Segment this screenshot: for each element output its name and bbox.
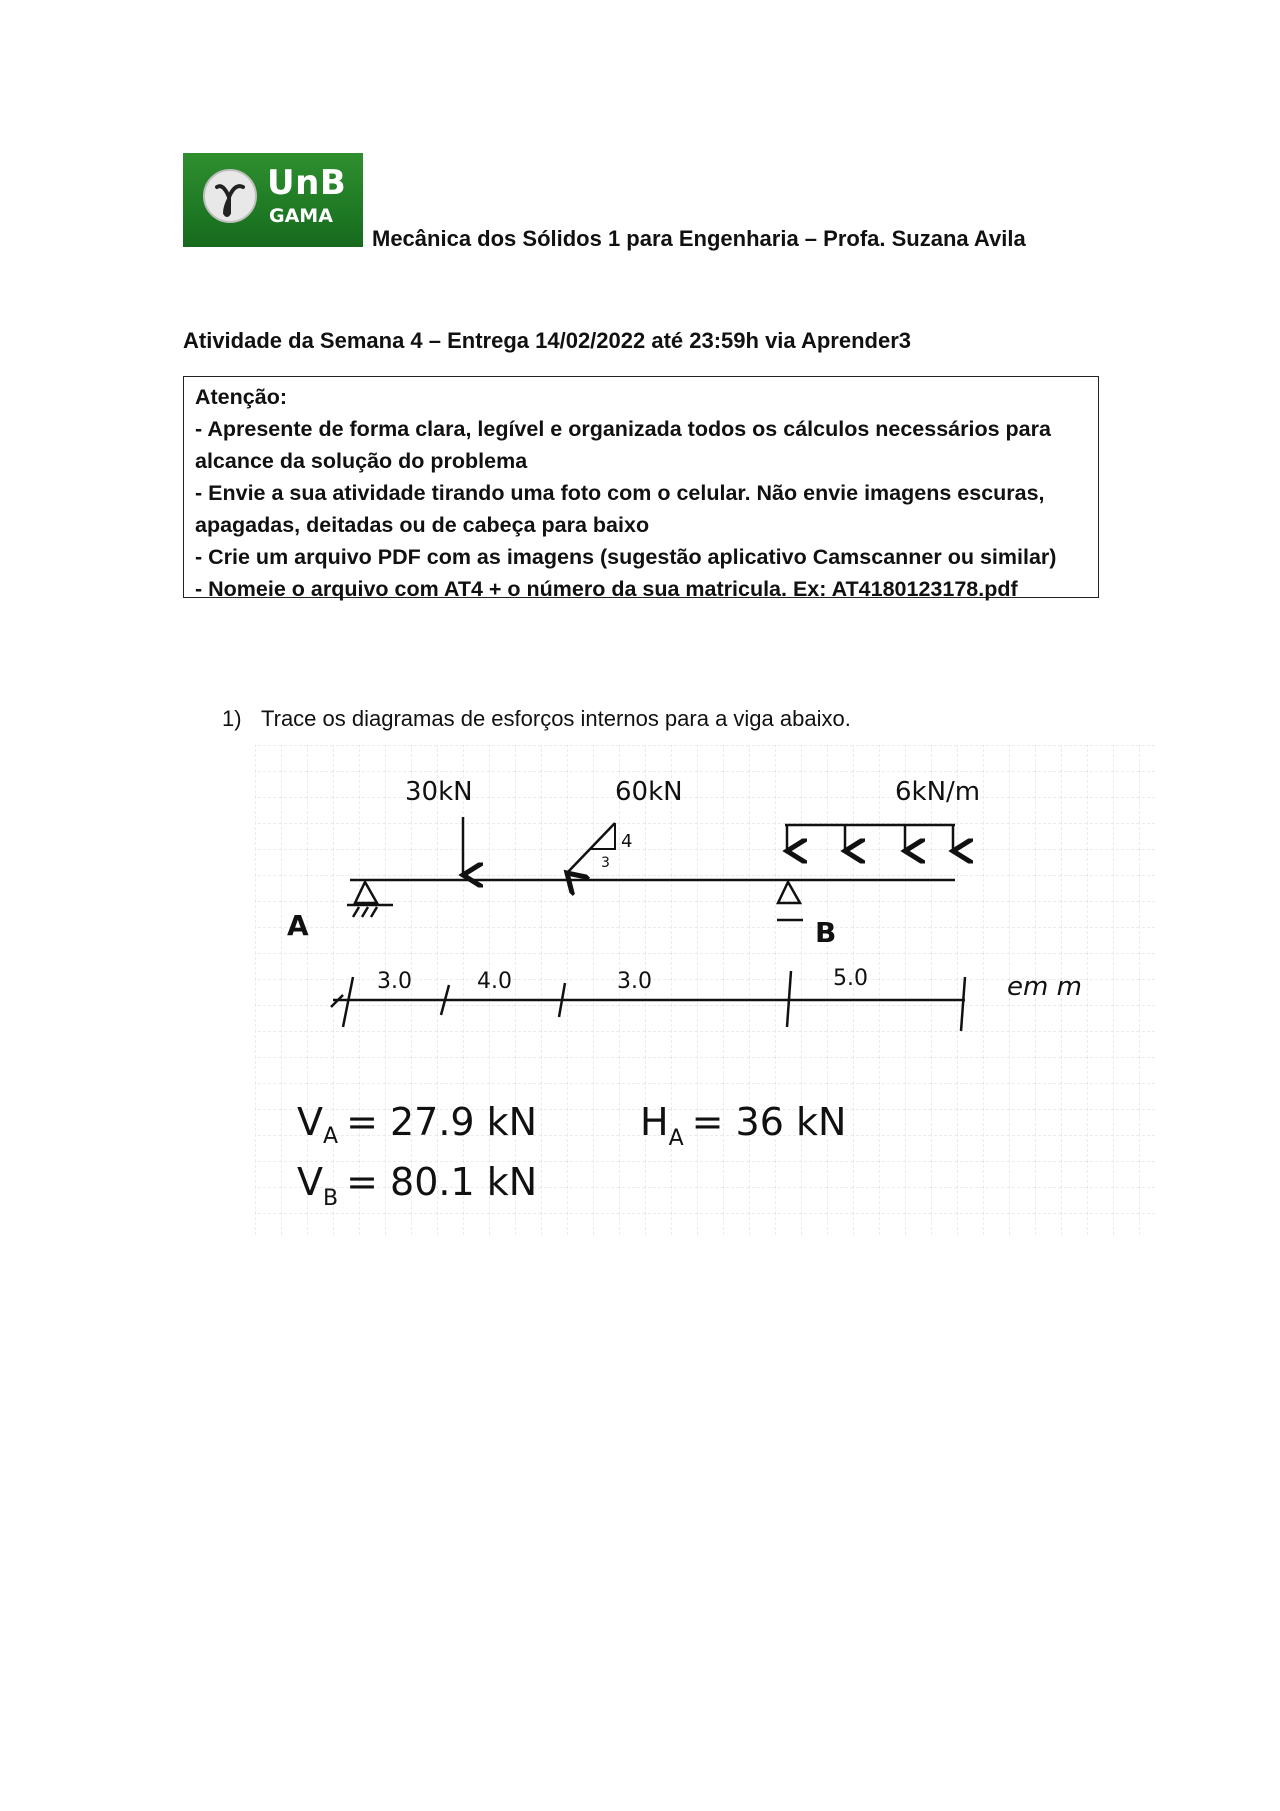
- question-1: [222, 706, 851, 732]
- notice-line: - Nomeie o arquivo com AT4 + o número da sua matricula. Ex: AT4180123178.pdf: [195, 577, 1018, 601]
- notice-box: [183, 376, 1099, 601]
- notice-line: alcance da solução do problema: [195, 449, 528, 473]
- span-1-label: 3.0: [377, 969, 412, 994]
- activity-title: Atividade da Semana 4 – Entrega 14/02/2022 até 23:59h via Aprender3: [183, 328, 911, 353]
- support-a-label: A: [287, 909, 309, 942]
- notice-line: - Crie um arquivo PDF com as imagens (sugestão aplicativo Camscanner ou similar): [195, 545, 1057, 569]
- course-title: Mecânica dos Sólidos 1 para Engenharia – Profa. Suzana Avila: [372, 226, 1026, 251]
- reaction-vb: $V_B = 80.1$ kN: [297, 1160, 538, 1211]
- support-b-label: B: [815, 916, 837, 949]
- span-3-label: 3.0: [617, 969, 652, 994]
- question-text: Trace os diagramas de esforços internos para a viga abaixo.: [261, 706, 851, 731]
- distributed-load-label: 6kN/m: [895, 777, 981, 807]
- question-number: 1): [222, 706, 242, 731]
- unb-gama-logo: [183, 153, 363, 247]
- logo-subtext: GAMA: [269, 205, 333, 227]
- notice-line: apagadas, deitadas ou de cabeça para baixo: [195, 513, 650, 537]
- reaction-ha: $H_A = 36$ kN: [640, 1100, 847, 1151]
- slope-rise-label: 4: [621, 831, 633, 852]
- gamma-circle-icon: [201, 167, 259, 225]
- slope-run-label: 3: [601, 855, 610, 871]
- reaction-va: $V_A = 27.9$ kN: [297, 1100, 538, 1149]
- span-2-label: 4.0: [477, 969, 512, 994]
- notice-line: - Envie a sua atividade tirando uma foto com o celular. Não envie imagens escuras,: [195, 481, 1045, 505]
- beam-sketch: [255, 745, 1155, 1235]
- logo-text: UnB: [267, 163, 347, 203]
- span-4-label: 5.0: [833, 966, 868, 991]
- inclined-load-label: 60kN: [615, 777, 683, 807]
- point-load-label: 30kN: [405, 777, 473, 807]
- notice-line: - Apresente de forma clara, legível e organizada todos os cálculos necessários para: [195, 417, 1051, 441]
- notice-heading: Atenção:: [195, 385, 287, 409]
- units-label: em m: [1007, 972, 1082, 1002]
